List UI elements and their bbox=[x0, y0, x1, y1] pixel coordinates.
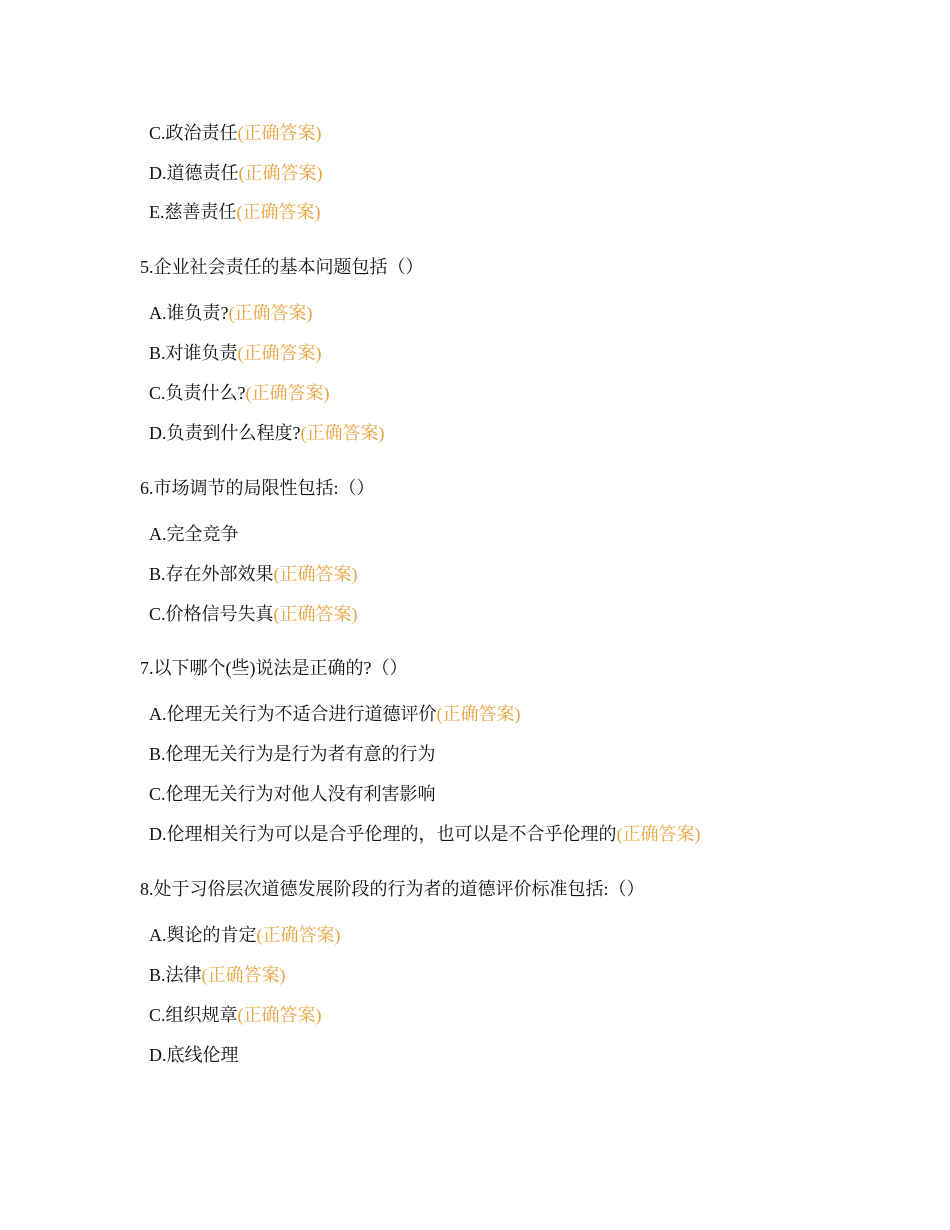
option-line bbox=[149, 121, 322, 145]
option-line bbox=[149, 742, 436, 766]
correct-answer-marker: (正确答案) bbox=[245, 383, 330, 403]
correct-answer-marker: (正确答案) bbox=[228, 303, 313, 323]
option-text: B.存在外部效果 bbox=[149, 564, 274, 584]
option-line bbox=[149, 381, 330, 405]
option-line bbox=[149, 1043, 239, 1067]
option-line bbox=[149, 421, 385, 445]
option-text: A.完全竞争 bbox=[149, 524, 239, 544]
correct-answer-marker: (正确答案) bbox=[273, 604, 358, 624]
option-text: C.伦理无关行为对他人没有利害影响 bbox=[149, 784, 436, 804]
question-8: 8.处于习俗层次道德发展阶段的行为者的道德评价标准包括:（） bbox=[140, 879, 645, 899]
question-7: 7.以下哪个(些)说法是正确的?（） bbox=[140, 658, 408, 678]
option-line bbox=[149, 702, 521, 726]
option-line bbox=[149, 200, 321, 224]
option-text: A.伦理无关行为不适合进行道德评价 bbox=[149, 704, 437, 724]
option-line bbox=[149, 602, 358, 626]
option-line bbox=[149, 161, 323, 185]
option-text: B.伦理无关行为是行为者有意的行为 bbox=[149, 744, 436, 764]
correct-answer-marker: (正确答案) bbox=[273, 564, 358, 584]
correct-answer-marker: (正确答案) bbox=[436, 704, 521, 724]
correct-answer-marker: (正确答案) bbox=[256, 925, 341, 945]
option-text: D.道德责任 bbox=[149, 163, 239, 183]
question-6: 6.市场调节的局限性包括:（） bbox=[140, 478, 375, 498]
option-line bbox=[149, 923, 341, 947]
option-text: B.对谁负责 bbox=[149, 343, 238, 363]
option-line bbox=[149, 822, 701, 846]
correct-answer-marker: (正确答案) bbox=[616, 824, 701, 844]
option-text: C.政治责任 bbox=[149, 123, 238, 143]
correct-answer-marker: (正确答案) bbox=[300, 423, 385, 443]
option-text: A.舆论的肯定 bbox=[149, 925, 257, 945]
option-text: D.底线伦理 bbox=[149, 1045, 239, 1065]
option-text: C.组织规章 bbox=[149, 1005, 238, 1025]
correct-answer-marker: (正确答案) bbox=[201, 965, 286, 985]
option-line bbox=[149, 782, 436, 806]
option-line bbox=[149, 1003, 322, 1027]
option-line bbox=[149, 562, 358, 586]
correct-answer-marker: (正确答案) bbox=[237, 1005, 322, 1025]
option-line bbox=[149, 963, 286, 987]
correct-answer-marker: (正确答案) bbox=[238, 163, 323, 183]
option-text: D.伦理相关行为可以是合乎伦理的，也可以是不合乎伦理的 bbox=[149, 824, 617, 844]
option-text: D.负责到什么程度? bbox=[149, 423, 301, 443]
option-line bbox=[149, 301, 313, 325]
option-text: C.价格信号失真 bbox=[149, 604, 274, 624]
option-text: A.谁负责? bbox=[149, 303, 229, 323]
correct-answer-marker: (正确答案) bbox=[237, 343, 322, 363]
option-line bbox=[149, 341, 322, 365]
correct-answer-marker: (正确答案) bbox=[236, 202, 321, 222]
option-text: C.负责什么? bbox=[149, 383, 246, 403]
question-5: 5.企业社会责任的基本问题包括（） bbox=[140, 257, 424, 277]
option-text: B.法律 bbox=[149, 965, 202, 985]
option-line bbox=[149, 522, 239, 546]
option-text: E.慈善责任 bbox=[149, 202, 237, 222]
correct-answer-marker: (正确答案) bbox=[237, 123, 322, 143]
